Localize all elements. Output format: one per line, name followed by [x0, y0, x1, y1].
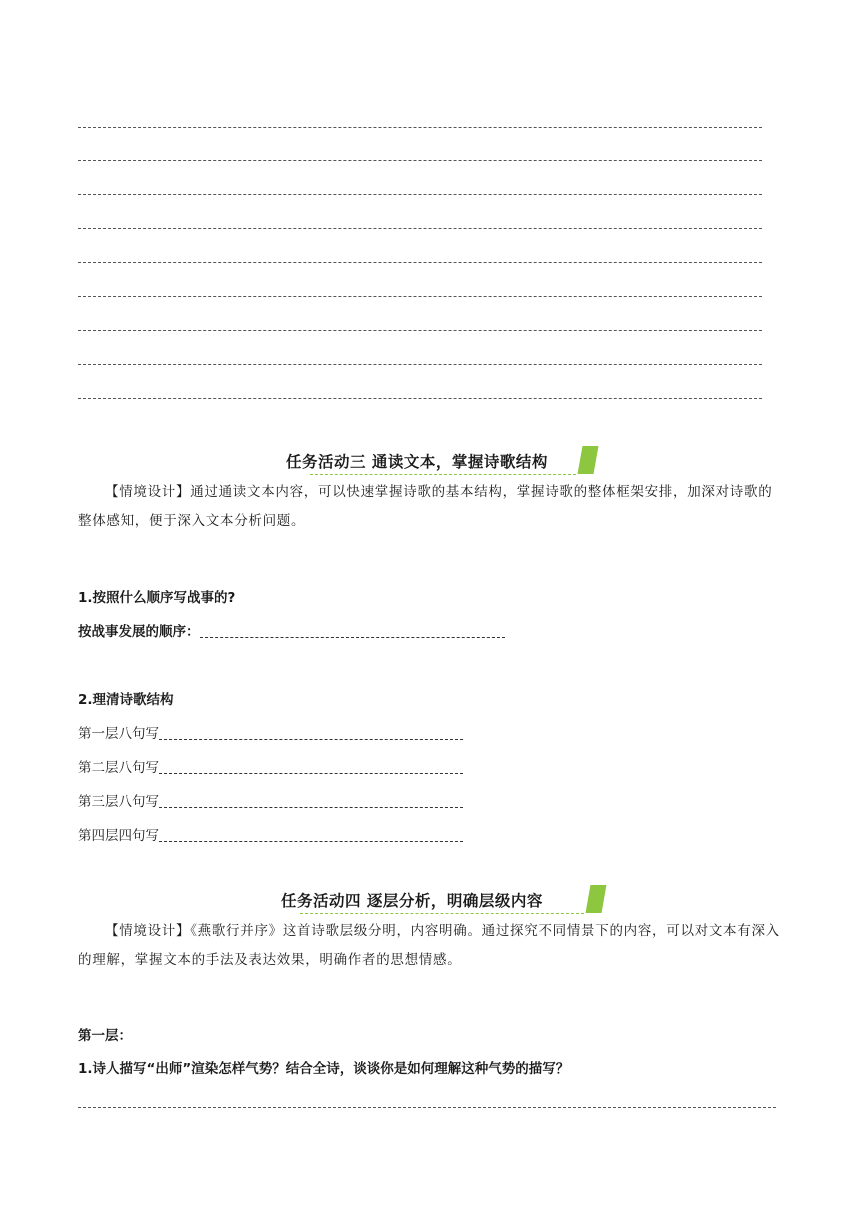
- layer-label: 第四层四句写: [78, 828, 159, 844]
- section-4-layer-head: 第一层：: [78, 1028, 132, 1044]
- layer-blank[interactable]: [159, 841, 463, 842]
- section-4-title: 任务活动四 逐层分析，明确层级内容: [281, 892, 543, 910]
- section-3-question-1: 1.按照什么顺序写战事的?: [78, 590, 236, 606]
- answer-1-blank[interactable]: [200, 637, 505, 638]
- section-4-title-underline: [300, 913, 584, 914]
- answer-line[interactable]: [78, 330, 762, 331]
- answer-line[interactable]: [78, 296, 762, 297]
- section-3-title: 任务活动三 通读文本，掌握诗歌结构: [286, 453, 548, 471]
- section-3-answer-1-row: [78, 620, 505, 640]
- answer-line[interactable]: [78, 398, 762, 399]
- section-3-question-2: 2.理清诗歌结构: [78, 692, 174, 708]
- layer-row-4: [78, 824, 463, 844]
- answer-line[interactable]: [78, 228, 762, 229]
- layer-blank[interactable]: [159, 807, 463, 808]
- layer-label: 第二层八句写: [78, 760, 159, 776]
- layer-label: 第三层八句写: [78, 794, 159, 810]
- answer-line[interactable]: [78, 262, 762, 263]
- section-4-flag-icon: [586, 885, 607, 913]
- layer-row-3: [78, 790, 463, 810]
- answer-line[interactable]: [78, 364, 762, 365]
- answer-line[interactable]: [78, 194, 762, 195]
- layer-blank[interactable]: [159, 773, 463, 774]
- section-4-question-1: 1.诗人描写“出师”渲染怎样气势？结合全诗，谈谈你是如何理解这种气势的描写？: [78, 1061, 570, 1077]
- section-4-context: 【情境设计】《燕歌行并序》这首诗歌层级分明，内容明确。通过探究不同情景下的内容，可以对文本有深入的理解，掌握文本的手法及表达效果，明确作者的思想情感。: [78, 923, 780, 968]
- section-3-flag-icon: [578, 446, 599, 474]
- section-3-title-underline: [310, 474, 576, 475]
- section-3-context: 【情境设计】通过通读文本内容，可以快速掌握诗歌的基本结构，掌握诗歌的整体框架安排，加深对诗歌的整体感知，便于深入文本分析问题。: [78, 484, 773, 529]
- layer-label: 第一层八句写: [78, 726, 159, 742]
- layer-row-1: [78, 722, 463, 742]
- answer-1-label: 按战事发展的顺序：: [78, 624, 200, 640]
- answer-line[interactable]: [78, 127, 762, 128]
- answer-line[interactable]: [78, 160, 762, 161]
- layer-row-2: [78, 756, 463, 776]
- layer-blank[interactable]: [159, 739, 463, 740]
- answer-line[interactable]: [78, 1107, 776, 1108]
